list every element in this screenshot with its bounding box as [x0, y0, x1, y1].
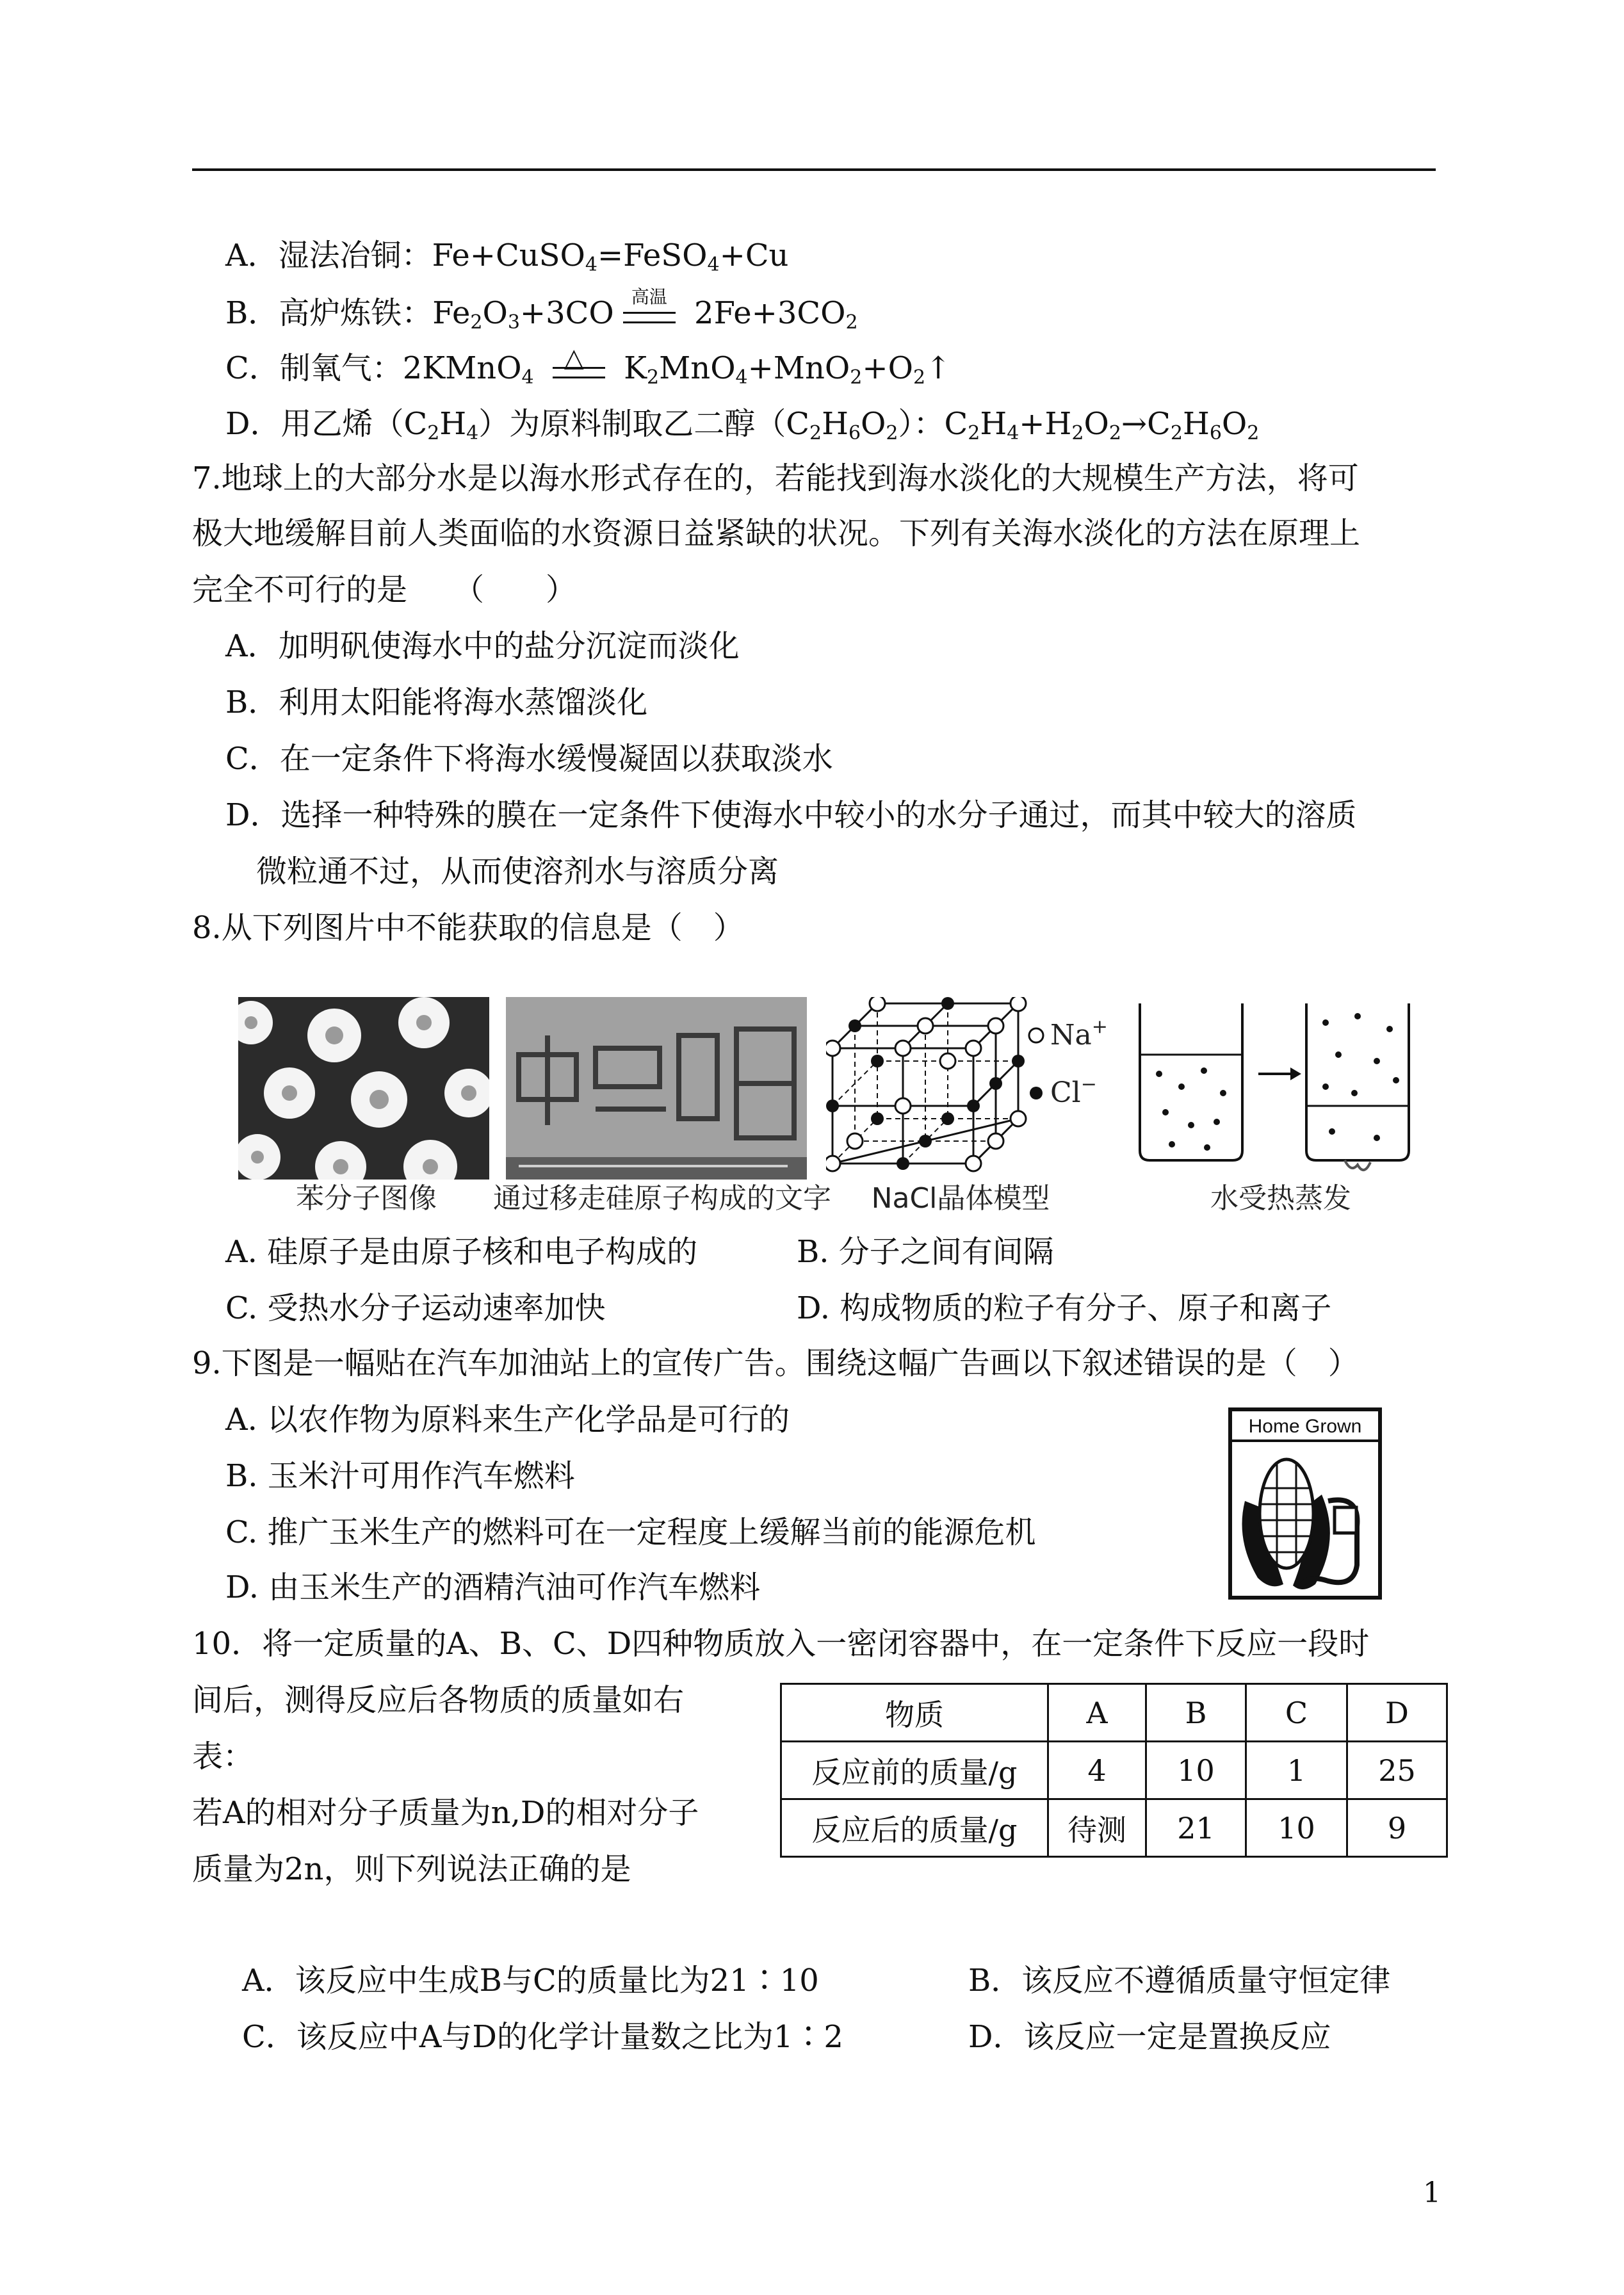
q7-option-d-line-1: D．选择一种特殊的膜在一定条件下使海水中较小的水分子通过，而其中较大的溶质 — [225, 797, 1357, 833]
benzene-molecule-image — [238, 997, 489, 1215]
q10-stem-line-4: 若A的相对分子质量为n,D的相对分子 — [192, 1795, 699, 1831]
home-grown-corn-ad — [1228, 1407, 1382, 1600]
water-evaporation-image — [1133, 997, 1428, 1215]
q6-option-b: B．高炉炼铁：$Fe_2O_3+3CO$ 高温 $2Fe+3CO_2$ — [225, 286, 858, 334]
table-cell: 25 — [1347, 1742, 1447, 1799]
ad-title: Home Grown — [1232, 1414, 1378, 1442]
label-cl: Cl− — [1050, 1073, 1097, 1109]
q7-option-d-line-2: 微粒通不过，从而使溶剂水与溶质分离 — [256, 854, 779, 889]
table-header-row — [781, 1684, 1447, 1742]
q10-stem-line-3: 表： — [192, 1739, 254, 1774]
table-cell: 10 — [1246, 1799, 1347, 1857]
q10-stem-line-5: 质量为2n，则下列说法正确的是 — [192, 1851, 631, 1887]
q10-option-c: C．该反应中A与D的化学计量数之比为1∶2 — [242, 2019, 843, 2055]
q8-option-a: A. 硅原子是由原子核和电子构成的 — [225, 1234, 698, 1270]
table-row — [781, 1799, 1447, 1857]
q9-option-c: C. 推广玉米生产的燃料可在一定程度上缓解当前的能源危机 — [225, 1514, 1036, 1550]
q7-stem-line-2: 极大地缓解目前人类面临的水资源日益紧缺的状况。下列有关海水淡化的方法在原理上 — [192, 515, 1361, 551]
table-cell: 10 — [1146, 1742, 1246, 1799]
q7-stem-line-1: 7.地球上的大部分水是以海水形式存在的，若能找到海水淡化的大规模生产方法，将可 — [192, 460, 1359, 496]
table-cell: 21 — [1146, 1799, 1246, 1857]
table-header-cell: D — [1347, 1684, 1447, 1742]
page-number: 1 — [1423, 2177, 1441, 2209]
q8-option-c: C. 受热水分子运动速率加快 — [225, 1290, 606, 1326]
header-rule — [192, 168, 1436, 171]
q8-stem: 8.从下列图片中不能获取的信息是（ ） — [192, 910, 744, 946]
silicon-atom-text-image — [493, 997, 831, 1215]
table-cell: 4 — [1048, 1742, 1146, 1799]
table-row — [781, 1742, 1447, 1799]
q10-stem-line-2: 间后，测得反应后各物质的质量如右 — [192, 1682, 685, 1718]
caption-benzene: 苯分子图像 — [296, 1182, 437, 1215]
q9-option-b: B. 玉米汁可用作汽车燃料 — [225, 1458, 575, 1494]
table-header-cell: B — [1146, 1684, 1246, 1742]
caption-nacl: NaCl晶体模型 — [871, 1182, 1050, 1215]
mass-table — [780, 1683, 1448, 1858]
table-cell: 待测 — [1048, 1799, 1146, 1857]
heat-condition: △ — [544, 350, 614, 386]
table-cell: 1 — [1246, 1742, 1347, 1799]
table-header-cell: A — [1048, 1684, 1146, 1742]
q6-option-a: A．湿法冶铜：Fe+CuSO$_4$=FeSO$_4$+Cu — [225, 238, 789, 276]
q10-option-a: A．该反应中生成B与C的质量比为21∶10 — [242, 1963, 819, 1999]
q7-option-c: C．在一定条件下将海水缓慢凝固以获取淡水 — [225, 741, 833, 777]
q7-option-a: A．加明矾使海水中的盐分沉淀而淡化 — [225, 628, 740, 664]
high-temp-condition: 高温 — [614, 295, 685, 331]
nacl-crystal-model — [826, 997, 1108, 1215]
table-header-cell: 物质 — [781, 1684, 1048, 1742]
q8-option-b: B. 分子之间有间隔 — [797, 1234, 1054, 1270]
q10-option-d: D．该反应一定是置换反应 — [968, 2019, 1331, 2055]
table-cell: 9 — [1347, 1799, 1447, 1857]
q10-stem-line-1: 10．将一定质量的A、B、C、D四种物质放入一密闭容器中，在一定条件下反应一段时 — [192, 1626, 1370, 1662]
q6-option-d: D．用乙烯$(C_2H_4)$为原料制取乙二醇$(C_2H_6O_2)$：$C_2H_4+H_2O_2\to C_2H_6O_2$ — [225, 406, 1260, 444]
q8-option-d: D. 构成物质的粒子有分子、原子和离子 — [797, 1290, 1332, 1326]
q10-option-b: B．该反应不遵循质量守恒定律 — [968, 1963, 1391, 1999]
q9-stem: 9.下图是一幅贴在汽车加油站上的宣传广告。围绕这幅广告画以下叙述错误的是（ ） — [192, 1345, 1359, 1381]
caption-silicon-text: 通过移走硅原子构成的文字 — [493, 1182, 831, 1215]
q9-option-d: D. 由玉米生产的酒精汽油可作汽车燃料 — [225, 1569, 761, 1605]
q9-option-a: A. 以农作物为原料来生产化学品是可行的 — [225, 1402, 790, 1438]
q7-option-b: B．利用太阳能将海水蒸馏淡化 — [225, 685, 648, 720]
label-na: Na+ — [1050, 1016, 1108, 1051]
table-cell: 反应后的质量/g — [781, 1799, 1048, 1857]
table-cell: 反应前的质量/g — [781, 1742, 1048, 1799]
q7-stem-line-3: 完全不可行的是 （ ） — [192, 572, 577, 608]
q6-option-c: C．制氧气：2KMnO$_4$ △ $K_2MnO_4+MnO_2+O_2↑$ — [225, 343, 952, 389]
corn-pump-icon — [1232, 1443, 1378, 1597]
table-header-cell: C — [1246, 1684, 1347, 1742]
caption-evaporation: 水受热蒸发 — [1210, 1182, 1351, 1215]
